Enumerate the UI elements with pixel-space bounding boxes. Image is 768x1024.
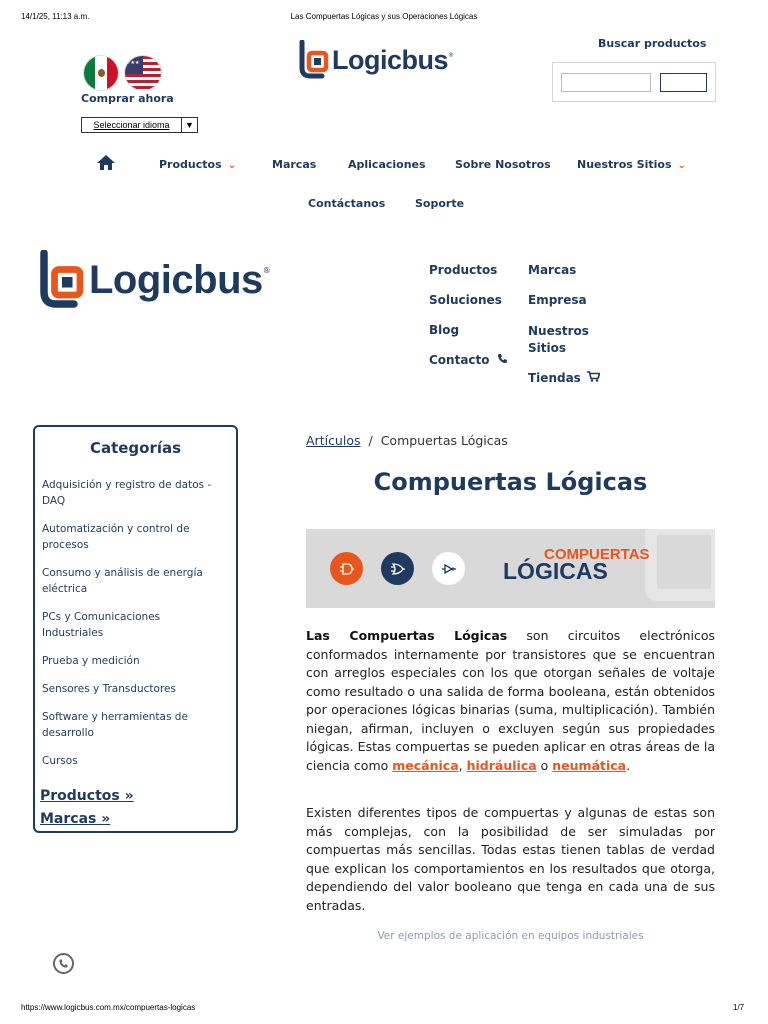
or-gate-icon	[381, 552, 414, 585]
logo-wordmark: Logicbus	[332, 44, 448, 75]
and-gate-icon	[330, 552, 363, 585]
phone-icon	[497, 353, 508, 364]
banner-watermark	[645, 529, 715, 601]
subnav-blog[interactable]: Blog	[429, 323, 460, 337]
nav-nuestros-sitios[interactable]	[577, 158, 686, 171]
breadcrumb-separator: /	[368, 433, 373, 448]
print-title: Las Compuertas Lógicas y sus Operaciones Lógicas	[290, 12, 478, 21]
logicbus-logo-icon	[38, 250, 86, 310]
print-datetime: 14/1/25, 11:13 a.m.	[21, 12, 90, 21]
period: .	[626, 757, 631, 773]
breadcrumb-articulos-link[interactable]: Artículos	[306, 433, 361, 448]
buy-now-link[interactable]: Comprar ahora	[81, 92, 174, 105]
article-paragraph-2: Existen diferentes tipos de compuertas y algunas de estas son más complejas, con la posibilidad de ser simuladas por compuertas más sencillas. Todas estas tienen tablas de verdad que explican los comportamientos en los resultados que otorga, dependiendo del valor booleano que tenga en cada una de sus entradas.	[306, 805, 715, 913]
conjunction-o: o	[536, 757, 553, 773]
subnav-tiendas[interactable]	[528, 371, 600, 385]
categories-sidebar	[33, 425, 238, 833]
not-gate-icon	[432, 552, 465, 585]
nav-aplicaciones[interactable]: Aplicaciones	[348, 158, 426, 171]
nav-soporte[interactable]: Soporte	[415, 197, 465, 210]
language-select-label: Seleccionar idioma	[93, 120, 170, 130]
link-hidraulica[interactable]: hidráulica	[466, 757, 537, 773]
examples-caption[interactable]: Ver ejemplos de aplicación en equipos industriales	[377, 930, 644, 942]
search-label: Buscar productos	[598, 37, 707, 50]
link-neumatica[interactable]: neumática	[552, 757, 627, 773]
dropdown-arrow-icon: ▼	[181, 118, 197, 132]
print-url: https://www.logicbus.com.mx/compuertas-logicas	[21, 1003, 196, 1012]
category-software[interactable]: Software y herramientas de desarrollo	[42, 711, 188, 739]
logicbus-logo-icon	[298, 40, 330, 80]
language-select[interactable]	[81, 117, 198, 133]
subnav-productos[interactable]: Productos	[429, 263, 498, 277]
page-title: Compuertas Lógicas	[373, 468, 648, 496]
breadcrumb-current: Compuertas Lógicas	[380, 433, 508, 448]
paragraph-1-text: son circuitos electrónicos conformados internamente por transistores que se encuentran con arreglos especiales con los que otorgan señales de voltaje como resultado o una salida de forma booleana, están obtenidos por operaciones lógicas binarias (suma, multiplicación). También niegan, afirman, incluyen o excluyen según sus propiedades lógicas. Estas compuertas se pueden aplicar en otras áreas de la ciencia como	[306, 628, 715, 773]
article-paragraph-1	[306, 627, 715, 775]
nav-sobre-nosotros[interactable]: Sobre Nosotros	[455, 158, 551, 171]
whatsapp-icon[interactable]	[53, 953, 74, 974]
logo-wordmark: Logicbus	[89, 257, 263, 302]
subnav-marcas[interactable]: Marcas	[528, 263, 577, 277]
subnav-nuestros-sitios[interactable]: Nuestros Sitios	[528, 324, 589, 355]
registered-mark: ®	[448, 52, 454, 59]
chevron-down-icon: ⌄	[227, 160, 237, 171]
breadcrumb	[306, 433, 508, 448]
subnav-soluciones[interactable]: Soluciones	[429, 293, 502, 307]
subnav-contacto[interactable]	[429, 353, 508, 367]
nav-productos[interactable]	[159, 158, 236, 171]
search-button[interactable]	[660, 73, 707, 92]
category-automatizacion[interactable]: Automatización y control de procesos	[42, 523, 190, 551]
nav-marcas[interactable]: Marcas	[272, 158, 317, 171]
paragraph-bold-lead: Las Compuertas Lógicas	[306, 628, 508, 643]
nav-nuestros-sitios-label: Nuestros Sitios	[577, 158, 672, 171]
cart-icon	[587, 371, 600, 382]
registered-mark: ®	[262, 266, 271, 275]
category-cursos[interactable]: Cursos	[42, 755, 78, 767]
link-mecanica[interactable]: mecánica	[392, 757, 459, 773]
search-box	[552, 62, 716, 102]
banner-title-line1: COMPUERTAS	[544, 546, 650, 563]
comma: ,	[458, 757, 463, 773]
banner-title-line2: LÓGICAS	[503, 558, 608, 584]
category-prueba[interactable]: Prueba y medición	[42, 655, 140, 667]
usa-flag-icon[interactable]	[124, 55, 162, 91]
home-icon[interactable]	[96, 154, 116, 171]
sidebar-productos-link[interactable]: Productos »	[40, 788, 134, 804]
subnav-empresa[interactable]: Empresa	[528, 293, 587, 307]
category-energia[interactable]: Consumo y análisis de energía eléctrica	[42, 567, 203, 595]
header-logo[interactable]	[298, 40, 454, 80]
main-logo[interactable]	[38, 250, 271, 310]
subnav-tiendas-label: Tiendas	[528, 371, 581, 385]
chevron-down-icon: ⌄	[677, 160, 686, 171]
article-banner	[306, 529, 715, 608]
search-input[interactable]	[561, 73, 651, 92]
sidebar-marcas-link[interactable]: Marcas »	[40, 811, 111, 827]
category-sensores[interactable]: Sensores y Transductores	[42, 683, 176, 695]
mexico-flag-icon[interactable]	[83, 55, 119, 91]
nav-contactanos[interactable]: Contáctanos	[308, 197, 386, 210]
category-pcs[interactable]: PCs y Comunicaciones Industriales	[42, 611, 161, 639]
nav-productos-label: Productos	[159, 158, 222, 171]
category-daq[interactable]: Adquisición y registro de datos - DAQ	[42, 479, 212, 507]
print-page-number: 1/7	[733, 1003, 745, 1012]
sidebar-heading: Categorías	[89, 439, 182, 457]
subnav-contacto-label: Contacto	[429, 353, 490, 367]
